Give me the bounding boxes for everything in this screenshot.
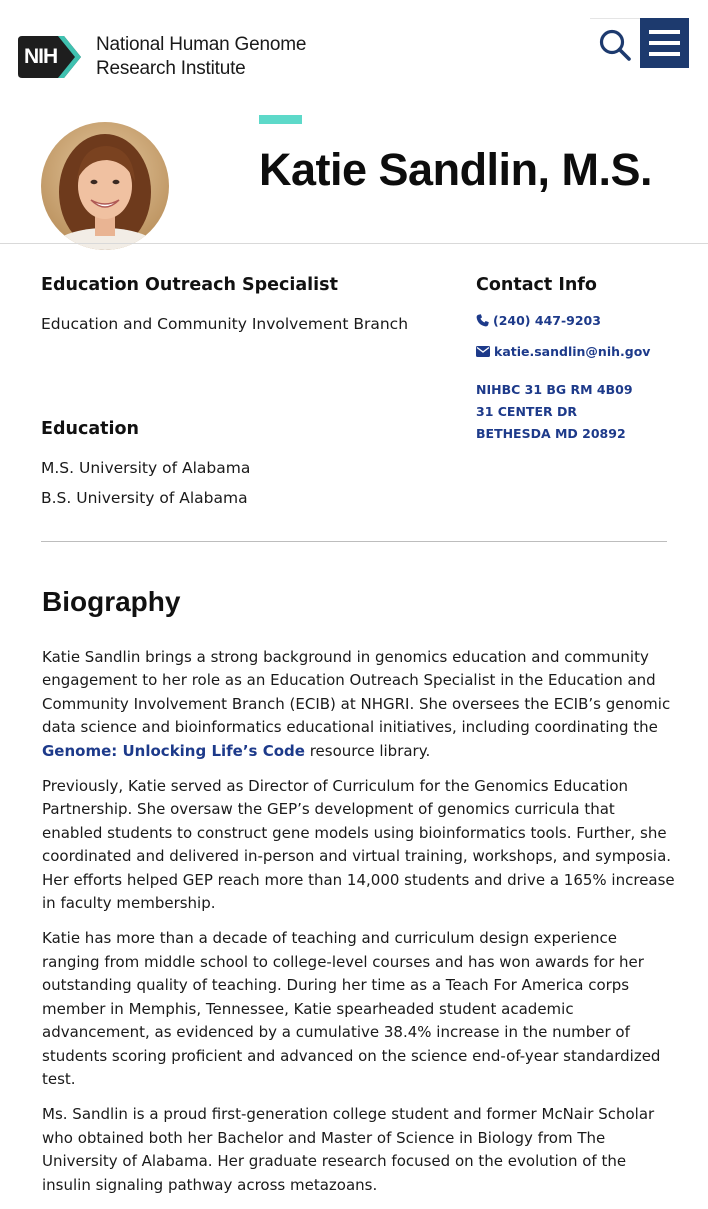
biography-paragraph: Katie has more than a decade of teaching and curriculum design experience ranging from middle school to college-level courses and has won awards for her outstanding quality of teaching. During her time as a Teach For America corps member in Memphis, Tennessee, Katie spearheaded student academic advancement, as evidenced by a cumulative 38.4% increase in the number of students scoring proficient and advanced on the science end-of-year standardized test. bbox=[42, 929, 661, 1088]
genome-resource-link[interactable]: Genome: Unlocking Life’s Code bbox=[42, 741, 305, 760]
avatar bbox=[41, 122, 169, 250]
section-divider bbox=[41, 541, 667, 542]
bio-p1-text-end: resource library. bbox=[304, 741, 431, 760]
address-line: 31 CENTER DR bbox=[476, 404, 577, 419]
org-name bbox=[96, 33, 306, 81]
menu-bar-3 bbox=[649, 52, 680, 56]
position-branch: Education and Community Involvement Branch bbox=[41, 315, 409, 333]
accent-bar bbox=[259, 115, 302, 124]
menu-button[interactable] bbox=[640, 18, 689, 68]
envelope-icon bbox=[476, 346, 490, 357]
org-name-line-1: National Human Genome bbox=[96, 34, 307, 55]
address-line: BETHESDA MD 20892 bbox=[476, 426, 626, 441]
phone-icon bbox=[476, 314, 489, 327]
bio-p1-text: Katie Sandlin brings a strong background in genomics education and community engagement to her role as an Education Outreach Specialist in the Education and Community Involvement Branch (ECIB) at NHGRI. She oversees the ECIB’s genomic data science and bioinformatics educational initiatives, including coordinating the bbox=[42, 648, 671, 737]
menu-bar-2 bbox=[649, 41, 680, 45]
email-link[interactable] bbox=[476, 344, 650, 359]
biography-heading: Biography bbox=[42, 586, 181, 617]
education-degree: B.S. University of Alabama bbox=[41, 489, 248, 507]
org-name-line-2: Research Institute bbox=[96, 58, 246, 79]
search-button[interactable] bbox=[596, 26, 634, 64]
biography-body bbox=[42, 646, 678, 1209]
page-title: Katie Sandlin, M.S. bbox=[259, 144, 653, 195]
address-line: NIHBC 31 BG RM 4B09 bbox=[476, 382, 633, 397]
hero-divider bbox=[0, 243, 708, 244]
nih-logo[interactable] bbox=[18, 33, 306, 81]
address bbox=[476, 379, 633, 445]
nih-abbrev: NIH bbox=[24, 45, 58, 68]
position-title: Education Outreach Specialist bbox=[41, 275, 338, 295]
biography-paragraph: Previously, Katie served as Director of Curriculum for the Genomics Education Partnership. She oversaw the GEP’s development of genomics curricula that enabled students to construct gene models using bioinformatics tools. Further, she coordinated and delivered in-person and virtual training, workshops, and symposia. Her efforts helped GEP reach more than 14,000 students and drive a 165% increase in faculty membership. bbox=[42, 777, 675, 913]
phone-link[interactable] bbox=[476, 313, 601, 328]
nih-badge bbox=[18, 36, 82, 78]
email-address: katie.sandlin@nih.gov bbox=[494, 344, 651, 359]
biography-paragraph bbox=[42, 646, 678, 763]
contact-heading: Contact Info bbox=[476, 275, 597, 295]
education-heading: Education bbox=[41, 419, 139, 439]
education-degree: M.S. University of Alabama bbox=[41, 459, 251, 477]
search-icon bbox=[596, 26, 634, 64]
hamburger-menu-icon bbox=[649, 30, 680, 34]
phone-number: (240) 447-9203 bbox=[493, 313, 601, 328]
header-rule bbox=[590, 18, 642, 19]
site-header bbox=[0, 0, 708, 100]
biography-paragraph: Ms. Sandlin is a proud first-generation college student and former McNair Scholar who obtained both her Bachelor and Master of Science in Biology from The University of Alabama. Her graduate research focused on the evolution of the insulin signaling pathway across metazoans. bbox=[42, 1105, 655, 1194]
